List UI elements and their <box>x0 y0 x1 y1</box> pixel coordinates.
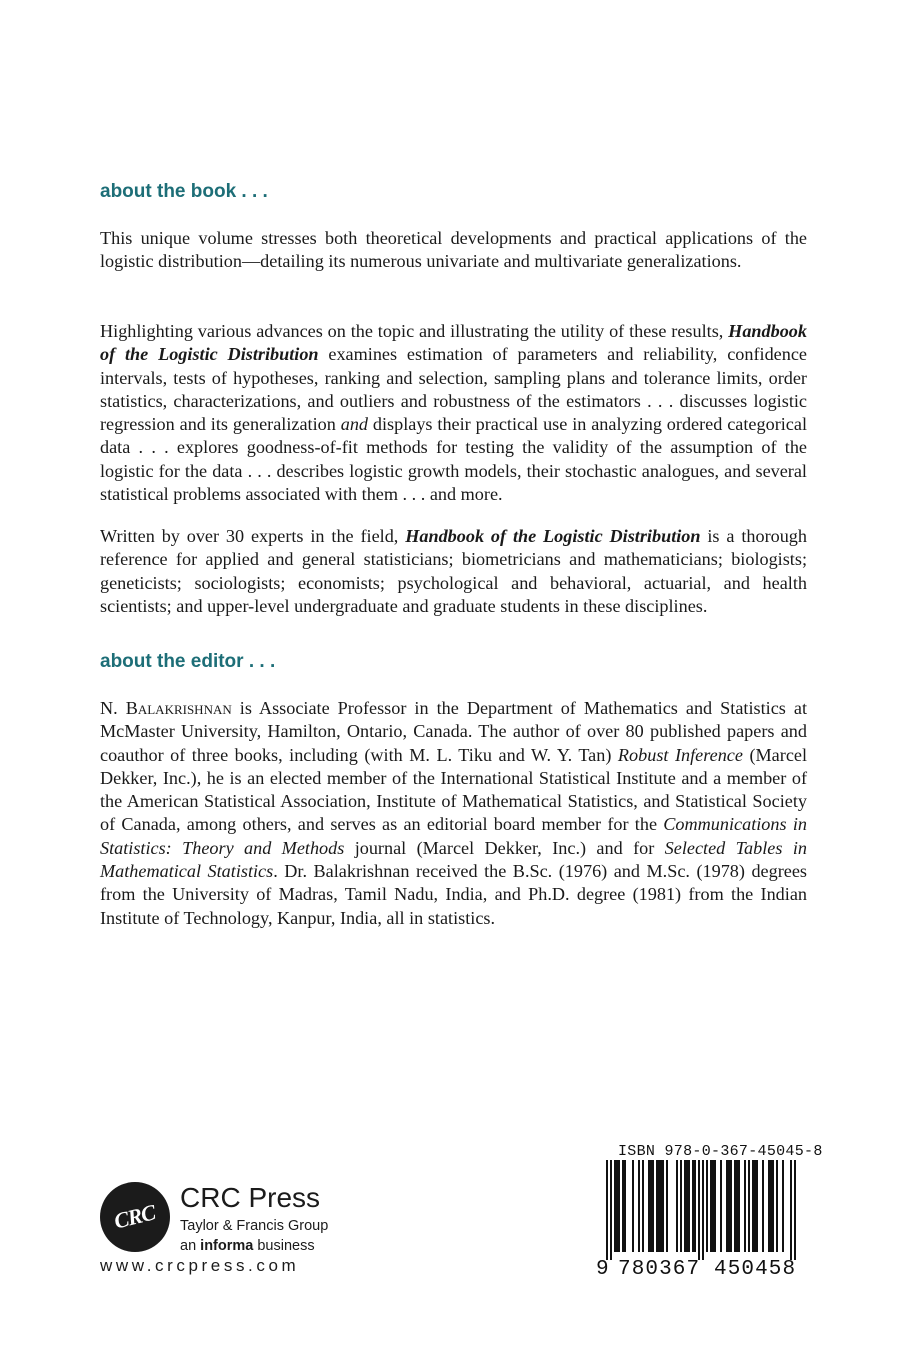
barcode-bar <box>688 1160 690 1252</box>
barcode-bar <box>618 1160 620 1252</box>
barcode-bar <box>686 1160 688 1252</box>
about-editor-heading: about the editor . . . <box>100 651 276 672</box>
barcode-bar <box>684 1160 686 1252</box>
barcode-bar <box>606 1160 608 1260</box>
book-title-mention: Handbook of the Logistic Distribution <box>405 526 701 546</box>
barcode-bar <box>624 1160 626 1252</box>
publisher-group: Taylor & Francis Group <box>180 1218 329 1234</box>
barcode-bar <box>736 1160 738 1252</box>
barcode-bar <box>714 1160 716 1252</box>
barcode-bar <box>702 1160 704 1260</box>
barcode-bar <box>692 1160 694 1252</box>
barcode-bar <box>698 1160 700 1260</box>
barcode-bar <box>738 1160 740 1252</box>
barcode-bar <box>762 1160 764 1252</box>
barcode-bar <box>662 1160 664 1252</box>
barcode-bar <box>632 1160 634 1252</box>
book-description-paragraph-2: Highlighting various advances on the topic and illustrating the utility of these results, Handbook of the Logistic Distribution examines estimation of parameters and reliability, confidence intervals, tests of hypotheses, ranking and selection, sampling plans and tolerance limits, order statistics, characterizations, and outliers and robustness of the estimators . . . discusses logistic regression and its generalization and displays their practical use in analyzing ordered categorical data . . . explores goodness-of-fit methods for testing the validity of the assumption of the logistic for the data . . . describes logistic growth models, their stochastic analogues, and several statistical problems associated with them . . . and more. <box>100 321 807 505</box>
isbn-label: ISBN 978-0-367-45045-8 <box>618 1143 823 1160</box>
barcode-lead-digit: 9 <box>596 1258 610 1281</box>
barcode-bar <box>790 1160 792 1260</box>
barcode-bar <box>658 1160 660 1252</box>
publisher-website: www.crcpress.com <box>100 1256 300 1275</box>
barcode-bar <box>694 1160 696 1252</box>
barcode-bar <box>720 1160 722 1252</box>
barcode-bar <box>616 1160 618 1252</box>
crc-press-logo: CRC <box>100 1182 170 1252</box>
barcode-bar <box>610 1160 612 1260</box>
editor-biography: N. Balakrishnan is Associate Professor in the Department of Mathematics and Statistics at McMaster University, Hamilton, Ontario, Canada. The author of over 80 published papers and coauthor of three books, including (with M. L. Tiku and W. Y. Tan) Robust Inference (Marcel Dekker, Inc.), he is an elected member of the International Statistical Institute and a member of the American Statistical Association, Institute of Mathematical Statistics, and Statistical Society of Canada, among others, and serves as an editorial board member for the Communications in Statistics: Theory and Methods journal (Marcel Dekker, Inc.) and for Selected Tables in Mathematical Statistics. Dr. Balakrishnan received the B.Sc. (1976) and M.Sc. (1978) degrees from the University of Madras, Tamil Nadu, India, and Ph.D. degree (1981) from the Indian Institute of Technology, Kanpur, India, all in statistics. <box>100 698 808 928</box>
book-description-paragraph-3: Written by over 30 experts in the field, Handbook of the Logistic Distribution is a thorough reference for applied and general statisticians; biometricians and mathematicians; biologists; geneticists; sociologists; economists; psychological and behavioral, actuarial, and health scientists; and upper-level undergraduate and graduate students in these disciplines. <box>100 526 807 616</box>
barcode-bar <box>770 1160 772 1252</box>
barcode-bar <box>710 1160 712 1252</box>
barcode-bar <box>756 1160 758 1252</box>
barcode-bar <box>712 1160 714 1252</box>
barcode-bar <box>652 1160 654 1252</box>
barcode-bar <box>726 1160 728 1252</box>
barcode-bar <box>752 1160 754 1252</box>
barcode-bar <box>660 1160 662 1252</box>
barcode-bar <box>706 1160 708 1252</box>
barcode-bar <box>768 1160 770 1252</box>
about-book-heading: about the book . . . <box>100 181 268 202</box>
barcode-bar <box>744 1160 746 1252</box>
barcode-bar <box>650 1160 652 1252</box>
barcode-bar <box>728 1160 730 1252</box>
barcode-right-digits: 450458 <box>714 1258 797 1281</box>
barcode-bar <box>772 1160 774 1252</box>
barcode-bar <box>680 1160 682 1252</box>
barcode-bar <box>794 1160 796 1260</box>
barcode-bar <box>776 1160 778 1252</box>
book-title-mention: Handbook of the Logistic Distribution <box>100 321 807 365</box>
barcode-bar <box>666 1160 668 1252</box>
barcode-left-digits: 780367 <box>618 1258 701 1281</box>
barcode-bar <box>622 1160 624 1252</box>
barcode-bar <box>734 1160 736 1252</box>
barcode-bar <box>642 1160 644 1252</box>
barcode-bar <box>782 1160 784 1252</box>
isbn-barcode <box>594 1160 808 1260</box>
barcode-bar <box>754 1160 756 1252</box>
barcode-bar <box>730 1160 732 1252</box>
barcode-bar <box>648 1160 650 1252</box>
barcode-bar <box>614 1160 616 1252</box>
editor-name: Balakrishnan <box>125 698 232 718</box>
barcode-bar <box>748 1160 750 1252</box>
publisher-name: CRC Press <box>180 1182 321 1213</box>
barcode-bar <box>638 1160 640 1252</box>
publisher-tagline: an informa business <box>180 1238 315 1254</box>
barcode-bar <box>676 1160 678 1252</box>
barcode-bar <box>656 1160 658 1252</box>
book-description-paragraph-1: This unique volume stresses both theoretical developments and practical applications of the logistic distribution—detailing its numerous univariate and multivariate generalizations. <box>100 228 807 272</box>
